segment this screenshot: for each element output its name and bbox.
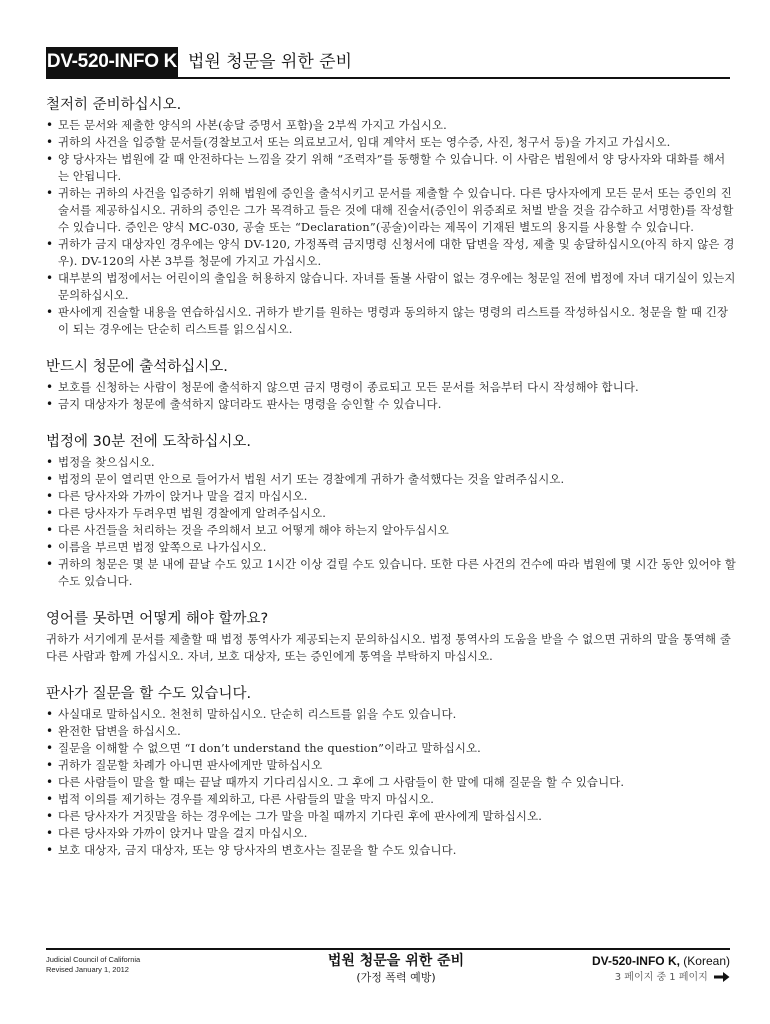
list-item: • 다른 당사자와 가까이 앉거나 말을 걸지 마십시오. xyxy=(46,825,736,842)
form-code-badge: DV-520-INFO K xyxy=(46,47,178,77)
page-info-text: 3 페이지 중 1 페이지 xyxy=(614,972,708,983)
footer-form-info xyxy=(592,952,730,986)
bullet-list xyxy=(46,454,736,590)
list-item: • 법적 이의를 제기하는 경우를 제외하고, 다른 사람들의 말을 막지 마십시오. xyxy=(46,791,736,808)
section-heading: 철저히 준비하십시오. xyxy=(46,97,182,113)
section-arrive-early xyxy=(46,432,736,590)
list-item: • 이름을 부르면 법정 앞쪽으로 나가십시오. xyxy=(46,539,736,556)
list-item: • 귀하의 사건을 입증할 문서들(경찰보고서 또는 의료보고서, 임대 계약서 또는 영수증, 사진, 청구서 등)을 가지고 가십시오. xyxy=(46,134,736,151)
list-item: • 귀하는 귀하의 사건을 입증하기 위해 법원에 증인을 출석시키고 문서를 제출할 수 있습니다. 다른 당사자에게 모든 문서 또는 증인의 진술서를 제공하십시오. 귀하의 증인은 그가 목격하고 들은 것에 대해 진술서(증인이 위증죄로 처벌 받을 것을 감수하고 서명한)를 작성할 수 있습니다. 증인은 양식 MC-030, 공술 또는 “Declaration”(공술)이라는 제목이 기재된 별도의 용지를 사용할 수 있습니다. xyxy=(46,185,736,236)
list-item: • 모든 문서와 제출한 양식의 사본(송달 증명서 포함)을 2부씩 가지고 가십시오. xyxy=(46,117,736,134)
right-arrow-icon[interactable] xyxy=(714,971,730,983)
council-name: Judicial Council of California xyxy=(46,955,141,964)
list-item: • 귀하가 금지 대상자인 경우에는 양식 DV-120, 가정폭력 금지명령 신청서에 대한 답변을 작성, 제출 및 송달하십시오(아직 하지 않은 경우). DV-120의 사본 3부를 청문에 가지고 가십시오. xyxy=(46,236,736,270)
section-heading: 법정에 30분 전에 도착하십시오. xyxy=(46,434,251,450)
section-interpreter xyxy=(46,609,736,665)
bullet-list xyxy=(46,379,736,413)
form-title: 법원 청문을 위한 준비 xyxy=(188,52,353,72)
section-judge-questions xyxy=(46,684,736,859)
list-item: • 대부분의 법정에서는 어린이의 출입을 허용하지 않습니다. 자녀를 돌볼 사람이 없는 경우에는 청문일 전에 법정에 자녀 대기실이 있는지 문의하십시오. xyxy=(46,270,736,304)
list-item: • 판사에게 진술할 내용을 연습하십시오. 귀하가 받기를 원하는 명령과 동의하지 않는 명령의 리스트를 작성하십시오. 청문을 할 때 긴장이 되는 경우에는 단순히 리스트를 읽으십시오. xyxy=(46,304,736,338)
list-item: • 보호 대상자, 금지 대상자, 또는 양 당사자의 변호사는 질문을 할 수도 있습니다. xyxy=(46,842,736,859)
list-item: • 금지 대상자가 청문에 출석하지 않더라도 판사는 명령을 승인할 수 있습니다. xyxy=(46,396,736,413)
bullet-list xyxy=(46,117,736,338)
list-item: • 다른 사람들이 말을 할 때는 끝날 때까지 기다리십시오. 그 후에 그 사람들이 한 말에 대해 질문을 할 수 있습니다. xyxy=(46,774,736,791)
list-item: • 사실대로 말하십시오. 천천히 말하십시오. 단순히 리스트를 읽을 수도 있습니다. xyxy=(46,706,736,723)
revised-date: Revised January 1, 2012 xyxy=(46,965,129,974)
list-item: • 법정을 찾으십시오. xyxy=(46,454,736,471)
form-header xyxy=(46,47,730,79)
list-item: • 다른 사건들을 처리하는 것을 주의해서 보고 어떻게 해야 하는지 알아두십시오 xyxy=(46,522,736,539)
document-body xyxy=(46,95,736,859)
page-indicator[interactable] xyxy=(592,970,730,986)
list-item: • 다른 당사자와 가까이 앉거나 말을 걸지 마십시오. xyxy=(46,488,736,505)
list-item: • 양 당사자는 법원에 갈 때 안전하다는 느낌을 갖기 위해 “조력자”를 동행할 수 있습니다. 이 사람은 법원에서 양 당사자와 대화를 해서는 안됩니다. xyxy=(46,151,736,185)
footer-issuer xyxy=(46,955,140,975)
section-prepare xyxy=(46,95,736,338)
footer-title-block xyxy=(266,952,526,986)
section-attend xyxy=(46,357,736,413)
list-item: • 귀하의 청문은 몇 분 내에 끝날 수도 있고 1시간 이상 걸릴 수도 있습니다. 또한 다른 사건의 건수에 따라 법원에 몇 시간 동안 있어야 할 수도 있습니다. xyxy=(46,556,736,590)
footer-language: (Korean) xyxy=(679,954,730,968)
section-heading: 영어를 못하면 어떻게 해야 할까요? xyxy=(46,611,269,627)
bullet-list xyxy=(46,706,736,859)
list-item: • 보호를 신청하는 사람이 청문에 출석하지 않으면 금지 명령이 종료되고 모든 문서를 처음부터 다시 작성해야 합니다. xyxy=(46,379,736,396)
section-heading: 판사가 질문을 할 수도 있습니다. xyxy=(46,686,252,702)
list-item: • 귀하가 질문할 차례가 아니면 판사에게만 말하십시오 xyxy=(46,757,736,774)
list-item: • 법정의 문이 열리면 안으로 들어가서 법원 서기 또는 경찰에게 귀하가 출석했다는 것을 알려주십시오. xyxy=(46,471,736,488)
list-item: • 질문을 이해할 수 없으면 “I don’t understand the question”이라고 말하십시오. xyxy=(46,740,736,757)
footer-subtitle: (가정 폭력 예방) xyxy=(356,971,436,984)
footer-form-code: DV-520-INFO K, xyxy=(591,954,680,968)
footer-title: 법원 청문을 위한 준비 xyxy=(327,953,465,969)
list-item: • 다른 당사자가 거짓말을 하는 경우에는 그가 말을 마칠 때까지 기다린 후에 판사에게 말하십시오. xyxy=(46,808,736,825)
list-item: • 완전한 답변을 하십시오. xyxy=(46,723,736,740)
form-footer xyxy=(46,948,730,990)
list-item: • 다른 당사자가 두려우면 법원 경찰에게 알려주십시오. xyxy=(46,505,736,522)
section-heading: 반드시 청문에 출석하십시오. xyxy=(46,359,228,375)
paragraph: 귀하가 서기에게 문서를 제출할 때 법정 통역사가 제공되는지 문의하십시오. 법정 통역사의 도움을 받을 수 없으면 귀하의 말을 통역해 줄 다른 사람과 함께 가십시오. 자녀, 보호 대상자, 또는 증인에게 통역을 부탁하지 마십시오. xyxy=(46,632,732,663)
